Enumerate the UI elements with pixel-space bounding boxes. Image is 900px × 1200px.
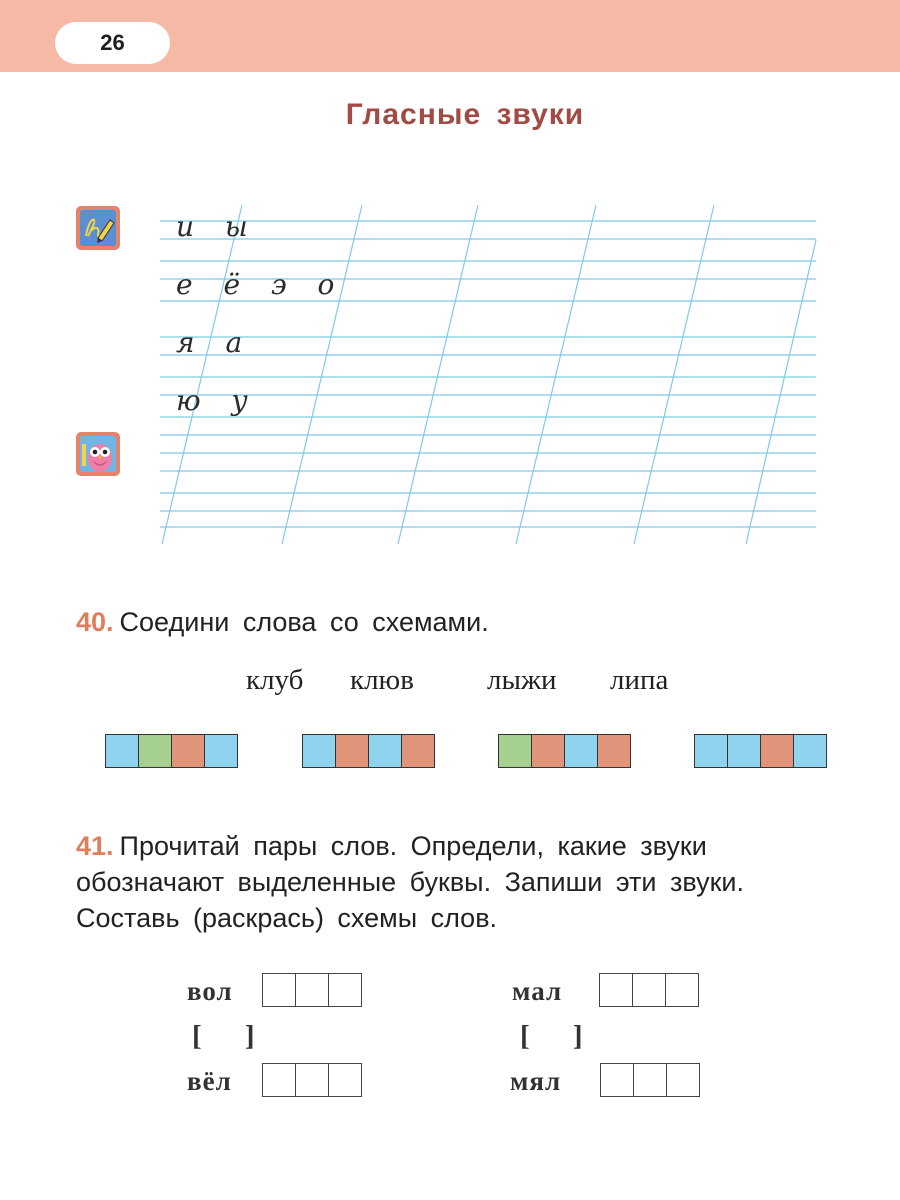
scheme-cell-blue [794,735,826,767]
pair-2-word-2: мял [510,1066,562,1096]
pair-2-word-1: мал [512,976,563,1006]
task-41-text-1: Прочитай пары слов. Определи, какие звуки [119,831,707,861]
answer-cell[interactable] [296,974,329,1006]
answer-cell[interactable] [329,1064,361,1096]
cursive-row-4: ю у [176,384,254,417]
scheme-cell-red [402,735,434,767]
task-41-line-1 [76,828,707,864]
answer-cell[interactable] [329,974,361,1006]
task-41-text-2: обозначают выделенные буквы. Запиши эти звуки. [76,867,745,897]
answer-cell[interactable] [600,974,633,1006]
scheme-cell-blue [728,735,761,767]
pair-1-sound-bracket[interactable]: [ ] [192,1020,273,1052]
scheme-cell-blue [205,735,237,767]
word-scheme-1 [105,734,238,768]
pair-2-sound-bracket[interactable]: [ ] [520,1020,601,1052]
answer-cell[interactable] [667,1064,699,1096]
word-3: лыжи [487,664,557,696]
scheme-cell-blue [303,735,336,767]
task-40-text: Соедини слова со схемами. [119,607,489,637]
answer-cell[interactable] [296,1064,329,1096]
task-41-text-3: Составь (раскрась) схемы слов. [76,903,498,933]
cursive-row-2: е ё э о [176,268,341,301]
answer-cell[interactable] [634,1064,667,1096]
cursive-row-3: я а [176,326,249,359]
owl-icon [76,432,120,476]
task-41-number: 41. [76,831,114,861]
answer-cell[interactable] [263,974,296,1006]
answer-cell[interactable] [601,1064,634,1096]
scheme-cell-blue [106,735,139,767]
scheme-cell-red [598,735,630,767]
scheme-cell-green [499,735,532,767]
scheme-cell-red [172,735,205,767]
scheme-cell-blue [565,735,598,767]
answer-scheme-myal[interactable] [600,1063,700,1097]
task-40-heading [76,604,489,640]
copybook-grid [160,200,820,546]
copybook-lines [160,200,820,546]
answer-scheme-vol[interactable] [262,973,362,1007]
page-number: 26 [55,22,170,64]
word-scheme-4 [694,734,827,768]
scheme-cell-blue [695,735,728,767]
scheme-cell-blue [369,735,402,767]
page-title: Гласные звуки [345,98,585,131]
answer-scheme-vyol[interactable] [262,1063,362,1097]
pen-writing-icon [76,206,120,250]
word-scheme-3 [498,734,631,768]
word-scheme-2 [302,734,435,768]
scheme-cell-red [532,735,565,767]
cursive-row-1: и ы [176,210,254,243]
answer-cell[interactable] [666,974,698,1006]
pair-1-word-1: вол [187,976,233,1006]
word-1: клуб [246,664,304,696]
answer-scheme-mal[interactable] [599,973,699,1007]
word-4: липа [610,664,669,696]
answer-cell[interactable] [633,974,666,1006]
answer-cell[interactable] [263,1064,296,1096]
scheme-cell-green [139,735,172,767]
task-40-number: 40. [76,607,114,637]
scheme-cell-red [761,735,794,767]
word-2: клюв [350,664,414,696]
scheme-cell-red [336,735,369,767]
pair-1-word-2: вёл [187,1066,232,1096]
